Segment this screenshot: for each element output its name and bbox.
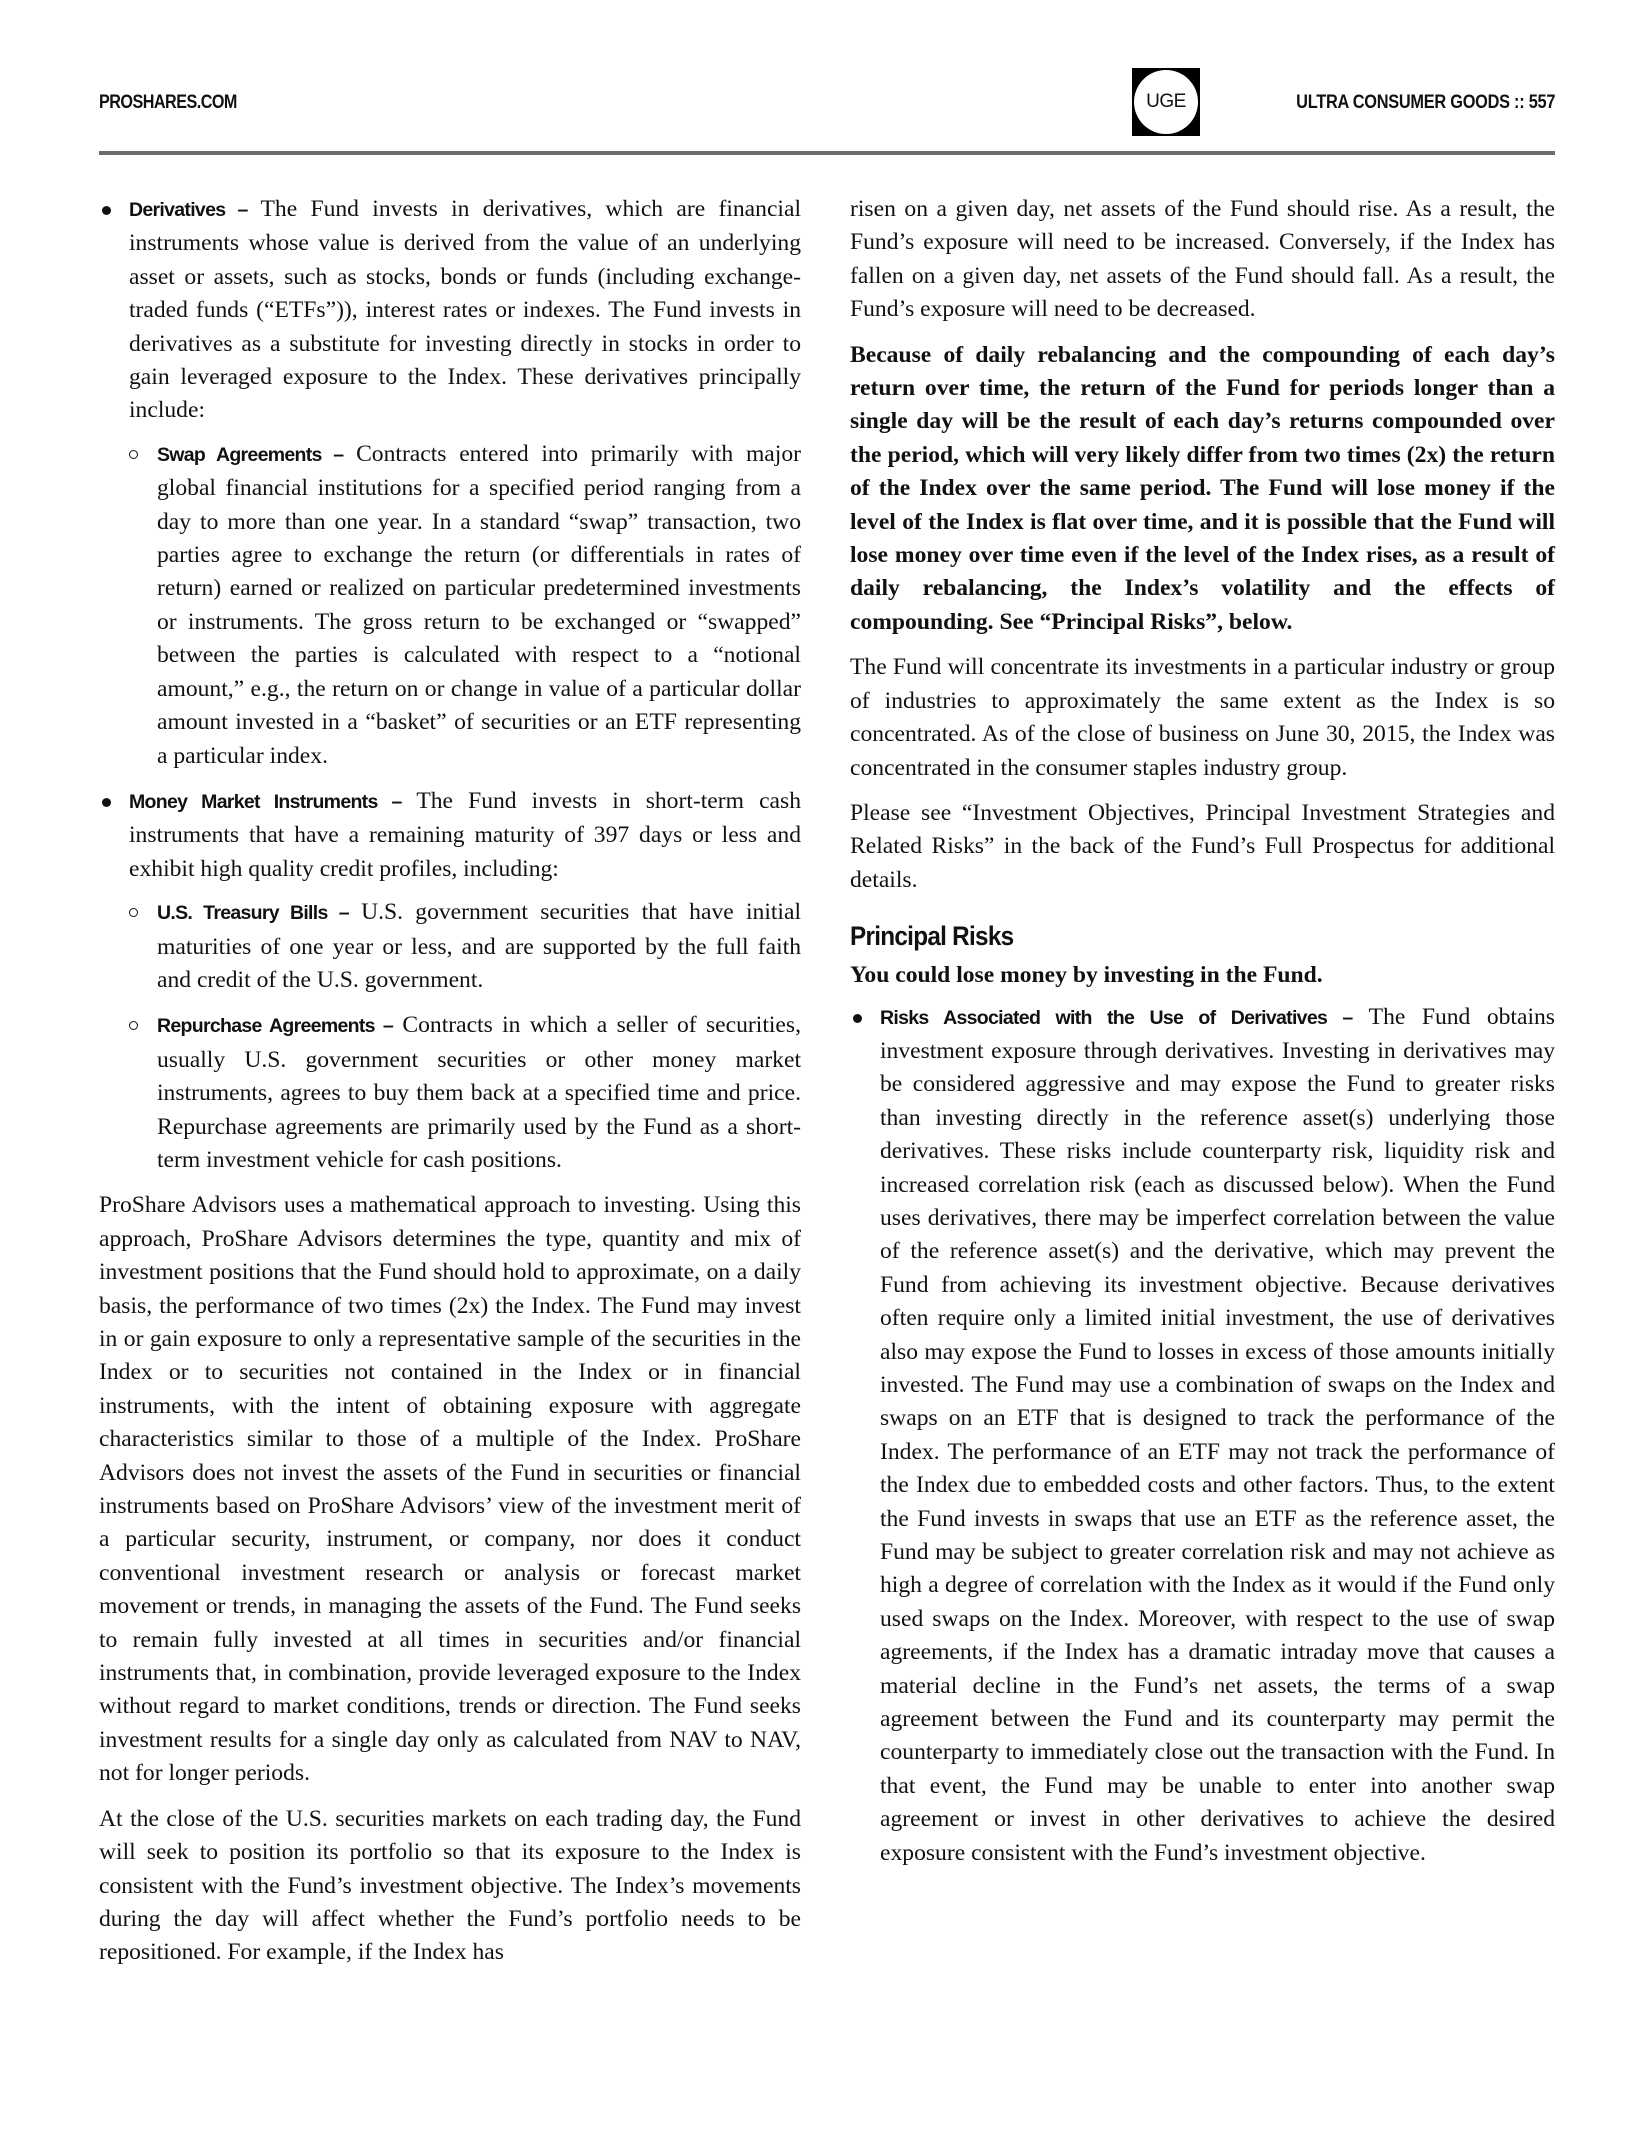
sub-bullet-label: Swap Agreements –	[157, 443, 344, 466]
site-name: PROSHARES.COM	[99, 92, 237, 113]
sub-bullet-label: Repurchase Agreements –	[157, 1015, 394, 1038]
bullet-money-market	[99, 785, 801, 886]
right-column	[850, 193, 1555, 1870]
paragraph-concentration: The Fund will concentrate its investments in a particular industry or group of industries to approximately the same extent as the Index is so concentrated. As of the close of business on June 30, 2015, the Index was concentrated in the consumer staples industry group.	[850, 654, 1555, 781]
sub-bullet-text: Contracts in which a seller of securities, usually U.S. government securities or other money market instruments, agrees to buy them back at a specified time and price. Repurchase agreements are primarily used by the Fund as a short-term investment vehicle for cash positions.	[157, 1012, 801, 1173]
bullet-label: Money Market Instruments –	[129, 790, 402, 813]
left-column	[99, 193, 801, 1982]
paragraph-see-prospectus: Please see “Investment Objectives, Principal Investment Strategies and Related Risks” in the back of the Fund’s Full Prospectus for additional details.	[850, 799, 1555, 893]
risk-subheading: You could lose money by investing in the Fund.	[850, 962, 1323, 989]
ticker-circle-icon: UGE	[1134, 70, 1198, 134]
bullet-derivatives	[99, 193, 801, 428]
bullet-label: Derivatives –	[129, 199, 248, 221]
paragraph-compounding-warning: Because of daily rebalancing and the compounding of each day’s return over time, the return of the Fund for periods longer than a single day will be the result of each day’s returns compounded over the period, which will very likely differ from two times (2x) the return of the Index over the same period. The Fund will lose money if the level of the Index is flat over time, and it is possible that the Fund will lose money over time even if the level of the Index rises, as a result of daily rebalancing, the Index’s volatility and the effects of compounding. See “Principal Risks”, below.	[850, 341, 1555, 635]
sub-bullet-repurchase-agreements	[99, 1009, 801, 1177]
fund-ticker-badge	[1132, 68, 1200, 136]
paragraph-market-close: At the close of the U.S. securities markets on each trading day, the Fund will seek to position its portfolio so that its exposure to the Index is consistent with the Fund’s investment objective. The Index’s movements during the day will affect whether the Fund’s portfolio needs to be repositioned. For example, if the Index has	[99, 1805, 801, 1966]
sub-bullet-text: U.S. government securities that have initial maturities of one year or less, and are supported by the full faith and credit of the U.S. government.	[157, 899, 802, 993]
header-divider	[99, 151, 1555, 155]
sub-bullet-label: U.S. Treasury Bills –	[157, 902, 349, 925]
bullet-text: The Fund invests in short-term cash instruments that have a remaining maturity of 397 days or less and exhibit high quality credit profiles, including:	[129, 787, 801, 882]
sub-bullet-treasury-bills	[99, 896, 801, 997]
paragraph-approach: ProShare Advisors uses a mathematical approach to investing. Using this approach, ProShare Advisors determines the type, quantity and mix of investment positions that the Fund should hold to approximate, on a daily basis, the performance of two times (2x) the Index. The Fund may invest in or gain exposure to only a representative sample of the securities in the Index or to securities not contained in the Index or in financial instruments, with the intent of obtaining exposure with aggregate characteristics similar to those of a multiple of the Index. ProShare Advisors does not invest the assets of the Fund in securities or financial instruments based on ProShare Advisors’ view of the investment merit of a particular security, instrument, or company, nor does it conduct conventional investment research or analysis or forecast market movement or trends, in managing the assets of the Fund. The Fund seeks to remain fully invested at all times in securities and/or financial instruments that, in combination, provide leveraged exposure to the Index without regard to market conditions, trends or direction. The Fund seeks investment results for a single day only as calculated from NAV to NAV, not for longer periods.	[99, 1192, 801, 1787]
bullet-risk-derivatives	[850, 1001, 1555, 1871]
sub-bullet-swap-agreements	[99, 438, 801, 773]
bullet-text: The Fund invests in derivatives, which are financial instruments whose value is derived from the value of an underlying asset or assets, such as stocks, bonds or funds (including exchange-traded funds (“ETFs”)), interest rates or indexes. The Fund invests in derivatives as a substitute for investing directly in stocks in order to gain leveraged exposure to the Index. These derivatives principally include:	[129, 196, 801, 424]
paragraph-continued: risen on a given day, net assets of the Fund should rise. As a result, the Fund’s exposure will need to be increased. Conversely, if the Index has fallen on a given day, net assets of the Fund should fall. As a result, the Fund’s exposure will need to be decreased.	[850, 196, 1555, 323]
sub-bullet-text: Contracts entered into primarily with major global financial institutions for a specified period ranging from a day to more than one year. In a standard “swap” transaction, two parties agree to exchange the return (or differentials in rates of return) earned or realized on particular predetermined investments or instruments. The gross return to be exchanged or “swapped” between the parties is calculated with respect to a “notional amount,” e.g., the return on or change in value of a particular dollar amount invested in a “basket” of securities or an ETF representing a particular index.	[157, 440, 801, 769]
bullet-label: Risks Associated with the Use of Derivatives –	[880, 1006, 1353, 1029]
page-title: ULTRA CONSUMER GOODS :: 557	[1295, 92, 1555, 113]
bullet-text: The Fund obtains investment exposure through derivatives. Investing in derivatives may be considered aggressive and may expose the Fund to greater risks than investing directly in the reference asset(s) underlying those derivatives. These risks include counterparty risk, liquidity risk and increased correlation risk (each as discussed below). When the Fund uses derivatives, there may be imperfect correlation between the value of the reference asset(s) and the derivative, which may prevent the Fund from achieving its investment objective. Because derivatives often require only a limited initial investment, the use of derivatives also may expose the Fund to losses in excess of those amounts initially invested. The Fund may use a combination of swaps on the Index and swaps on an ETF that is designed to track the performance of the Index. The performance of an ETF may not track the performance of the Index due to embedded costs and other factors. Thus, to the extent the Fund invests in swaps that use an ETF as the reference asset, the Fund may be subject to greater correlation risk and may not achieve as high a degree of correlation with the Index as it would if the Fund only used swaps on the Index. Moreover, with respect to the use of swap agreements, if the Index has a dramatic intraday move that causes a material decline in the Fund’s net assets, the terms of a swap agreement between the Fund and its counterparty may permit the counterparty to immediately close out the transaction with the Fund. In that event, the Fund may be unable to enter into another swap agreement or invest in other derivatives to achieve the desired exposure consistent with the Fund’s investment objective.	[880, 1003, 1555, 1866]
section-heading-principal-risks: Principal Risks	[850, 921, 1014, 952]
